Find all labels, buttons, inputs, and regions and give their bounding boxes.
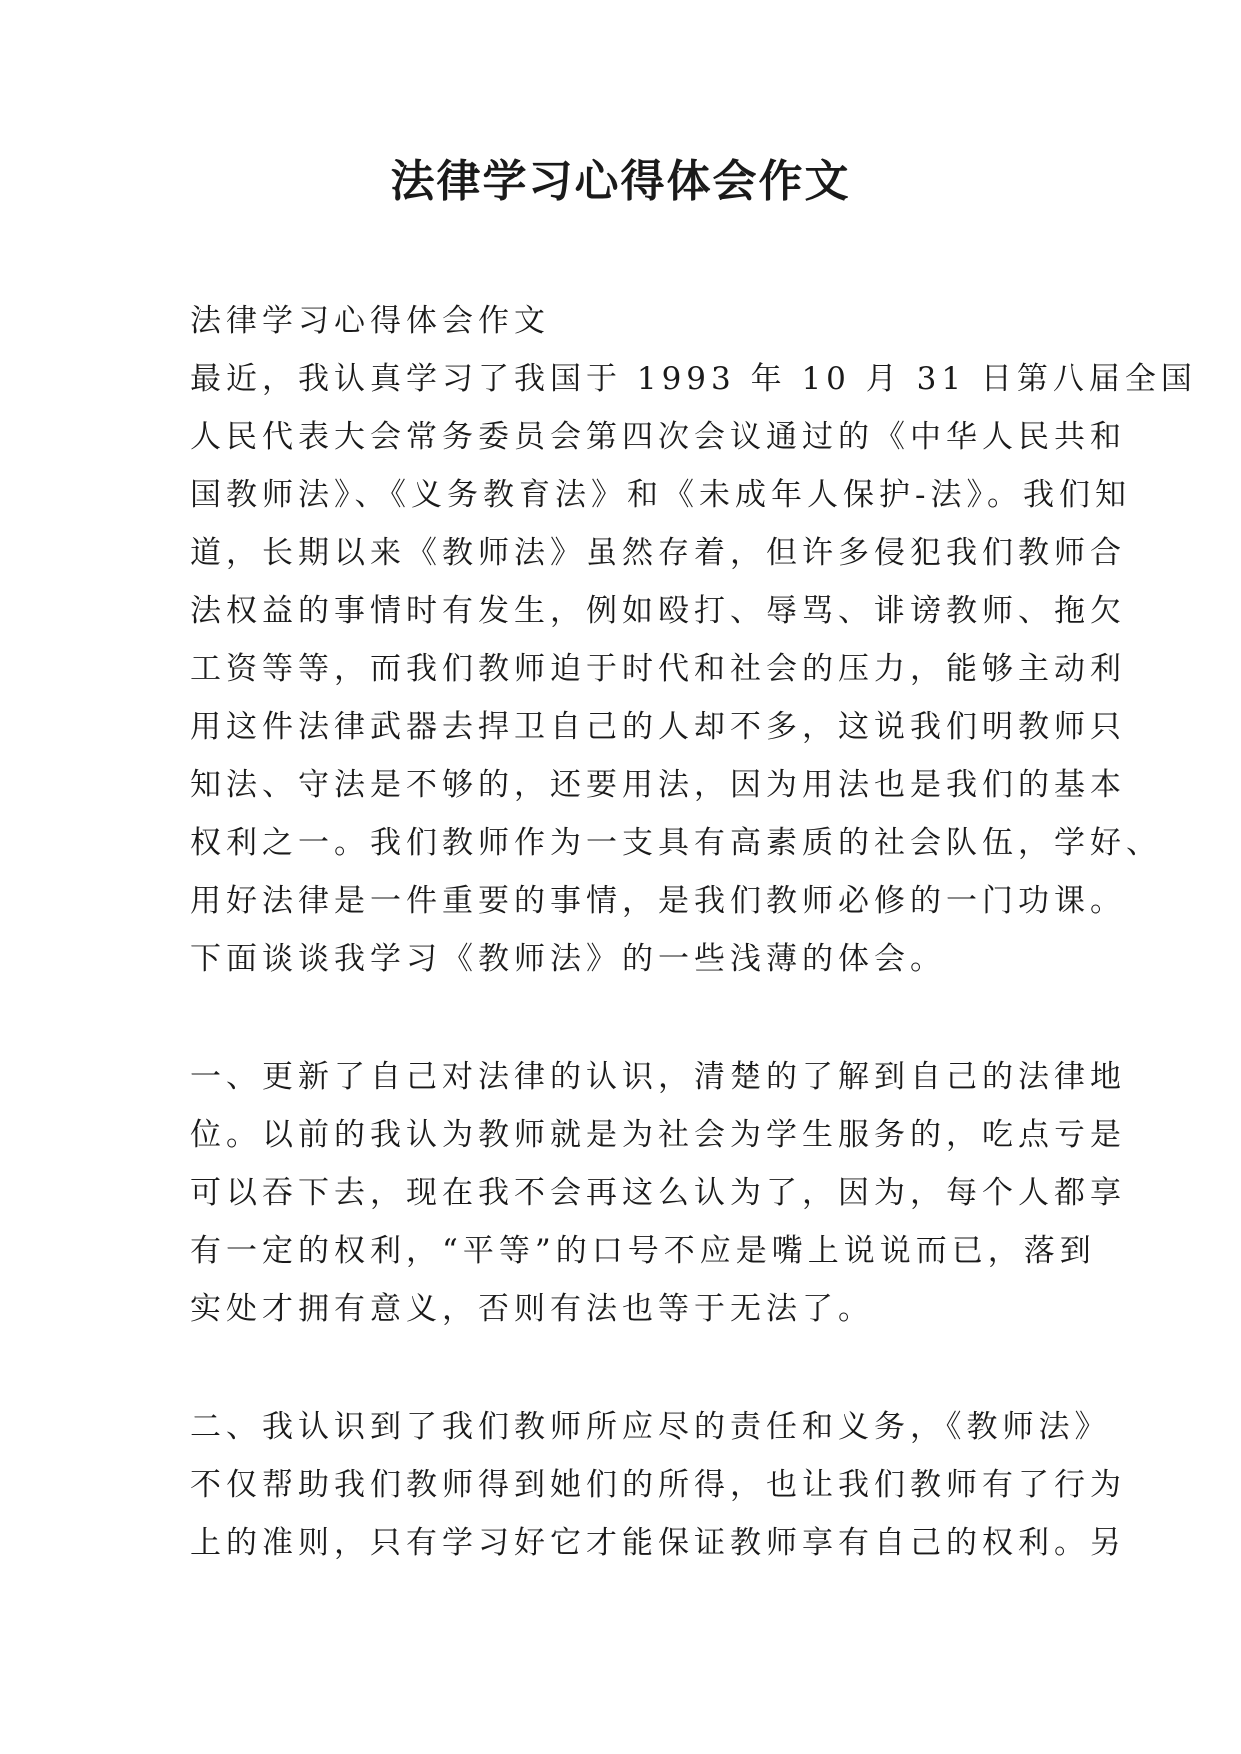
body-line: 位。以前的我认为教师就是为社会为学生服务的，吃点亏是 xyxy=(190,1117,1126,1153)
body-line: 不仅帮助我们教师得到她们的所得，也让我们教师有了行为 xyxy=(190,1467,1126,1503)
document-body xyxy=(190,292,1197,1572)
body-line: 上的准则，只有学习好它才能保证教师享有自己的权利。另 xyxy=(190,1525,1126,1561)
body-line: 人民代表大会常务委员会第四次会议通过的《中华人民共和 xyxy=(190,419,1126,455)
body-line: 法权益的事情时有发生，例如殴打、辱骂、诽谤教师、拖欠 xyxy=(190,593,1126,629)
body-line: 道，长期以来《教师法》虽然存着，但许多侵犯我们教师合 xyxy=(190,535,1126,571)
body-line: 权利之一。我们教师作为一支具有高素质的社会队伍，学好、 xyxy=(190,825,1162,861)
body-line: 有一定的权利，“平等”的口号不应是嘴上说说而已，落到 xyxy=(190,1233,1096,1269)
paragraph-gap xyxy=(190,1338,1062,1398)
body-line: 下面谈谈我学习《教师法》的一些浅薄的体会。 xyxy=(190,941,946,977)
document-title: 法律学习心得体会作文 xyxy=(390,156,851,207)
body-line: 二、我认识到了我们教师所应尽的责任和义务，《教师法》 xyxy=(190,1409,1111,1445)
body-line: 工资等等，而我们教师迫于时代和社会的压力，能够主动利 xyxy=(190,651,1126,687)
paragraph-gap xyxy=(190,988,1062,1048)
body-line: 法律学习心得体会作文 xyxy=(190,303,550,339)
body-line: 知法、守法是不够的，还要用法，因为用法也是我们的基本 xyxy=(190,767,1126,803)
body-line: 最近，我认真学习了我国于 1993 年 10 月 31 日第八届全国 xyxy=(190,361,1197,397)
body-line: 实处才拥有意义，否则有法也等于无法了。 xyxy=(190,1291,874,1327)
body-line: 可以吞下去，现在我不会再这么认为了，因为，每个人都享 xyxy=(190,1175,1126,1211)
body-line: 国教师法》、《义务教育法》和《未成年人保护-法》。我们知 xyxy=(190,477,1131,513)
body-line: 用好法律是一件重要的事情，是我们教师必修的一门功课。 xyxy=(190,883,1126,919)
body-line: 用这件法律武器去捍卫自己的人却不多，这说我们明教师只 xyxy=(190,709,1126,745)
body-line: 一、更新了自己对法律的认识，清楚的了解到自己的法律地 xyxy=(190,1059,1126,1095)
